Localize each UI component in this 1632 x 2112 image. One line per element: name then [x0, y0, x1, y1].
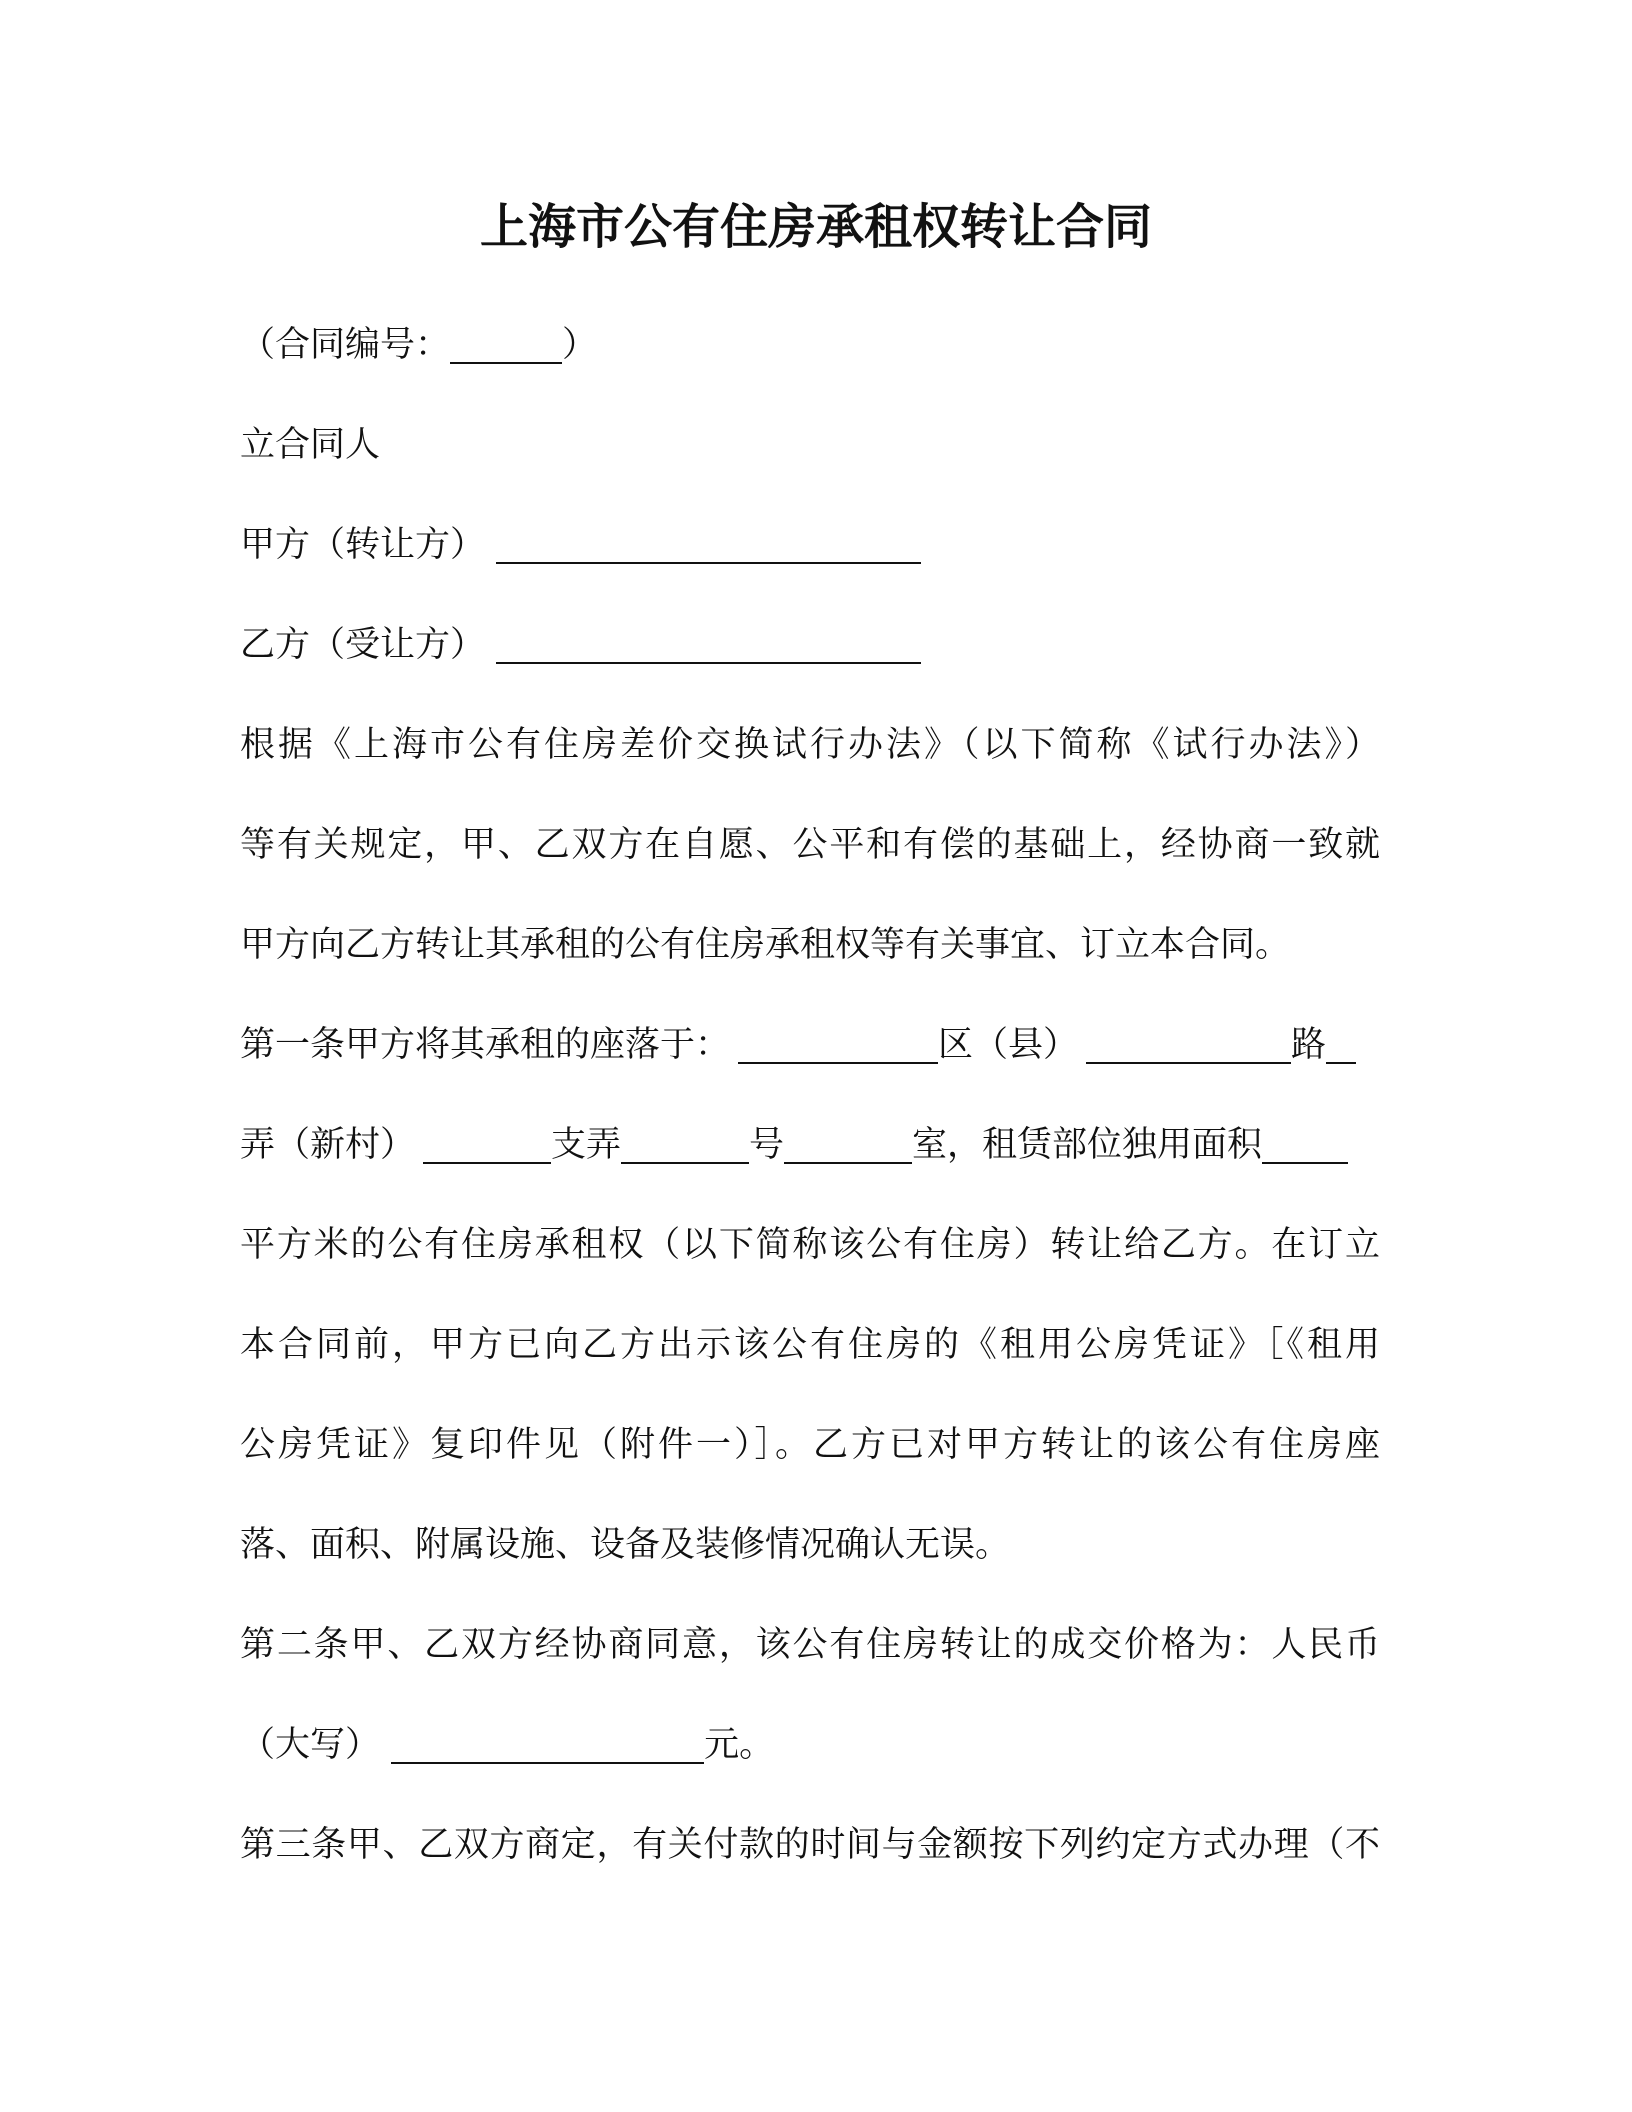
article-1-text-b: 区（县）: [938, 1025, 1079, 1065]
article-1-line-5: 公房凭证》复印件见（附件一）］。乙方已对甲方转让的该公有住房座: [240, 1425, 1380, 1465]
amount-blank: [391, 1722, 704, 1764]
intro-line-2: 等有关规定，甲、乙双方在自愿、公平和有偿的基础上，经协商一致就: [240, 825, 1380, 865]
road-tail-blank: [1326, 1022, 1356, 1064]
article-1-line-3: 平方米的公有住房承租权（以下简称该公有住房）转让给乙方。在订立: [240, 1225, 1380, 1265]
document-title: 上海市公有住房承租权转让合同: [479, 199, 1152, 255]
article-1-line-2: [240, 1120, 1380, 1170]
road-blank: [1086, 1022, 1291, 1064]
area-blank: [1262, 1122, 1348, 1164]
lane-blank: [423, 1122, 551, 1164]
number-blank: [784, 1122, 912, 1164]
party-a-blank: [496, 522, 921, 564]
article-1-line-1: [240, 1020, 1380, 1070]
article-1-text-f: 号: [749, 1125, 785, 1165]
article-1-text-g: 室，租赁部位独用面积: [912, 1125, 1263, 1165]
article-1-text-d: 弄（新村）: [240, 1125, 416, 1165]
contract-number-line: [240, 320, 1380, 370]
district-blank: [738, 1022, 938, 1064]
article-1-text-c: 路: [1291, 1025, 1327, 1065]
party-b-line: [240, 620, 1380, 670]
article-1-text-e: 支弄: [551, 1125, 622, 1165]
article-1-line-4: 本合同前，甲方已向乙方出示该公有住房的《租用公房凭证》［《租用: [240, 1325, 1380, 1365]
article-3-line-1: 第三条甲、乙双方商定，有关付款的时间与金额按下列约定方式办理（不: [240, 1825, 1380, 1865]
party-a-label: 甲方（转让方）: [240, 525, 486, 565]
article-2-line-2: [240, 1720, 1380, 1770]
article-1-text-a: 第一条甲方将其承租的座落于：: [240, 1025, 731, 1065]
intro-line-1: 根据《上海市公有住房差价交换试行办法》（以下简称《试行办法》）: [240, 725, 1380, 765]
article-2-line-1: 第二条甲、乙双方经协商同意，该公有住房转让的成交价格为：人民币: [240, 1625, 1380, 1665]
amount-label: （大写）: [240, 1725, 381, 1765]
article-1-line-6: 落、面积、附属设施、设备及装修情况确认无误。: [240, 1525, 1011, 1565]
parties-heading: 立合同人: [240, 425, 381, 465]
intro-line-3: 甲方向乙方转让其承租的公有住房承租权等有关事宜、订立本合同。: [240, 925, 1291, 965]
contract-number-blank: [450, 322, 562, 364]
contract-number-close: ）: [562, 325, 598, 365]
sub-lane-blank: [621, 1122, 749, 1164]
party-b-blank: [496, 622, 921, 664]
party-a-line: [240, 520, 1380, 570]
party-b-label: 乙方（受让方）: [240, 625, 486, 665]
contract-number-label: （合同编号：: [240, 325, 451, 365]
amount-unit: 元。: [704, 1725, 775, 1765]
